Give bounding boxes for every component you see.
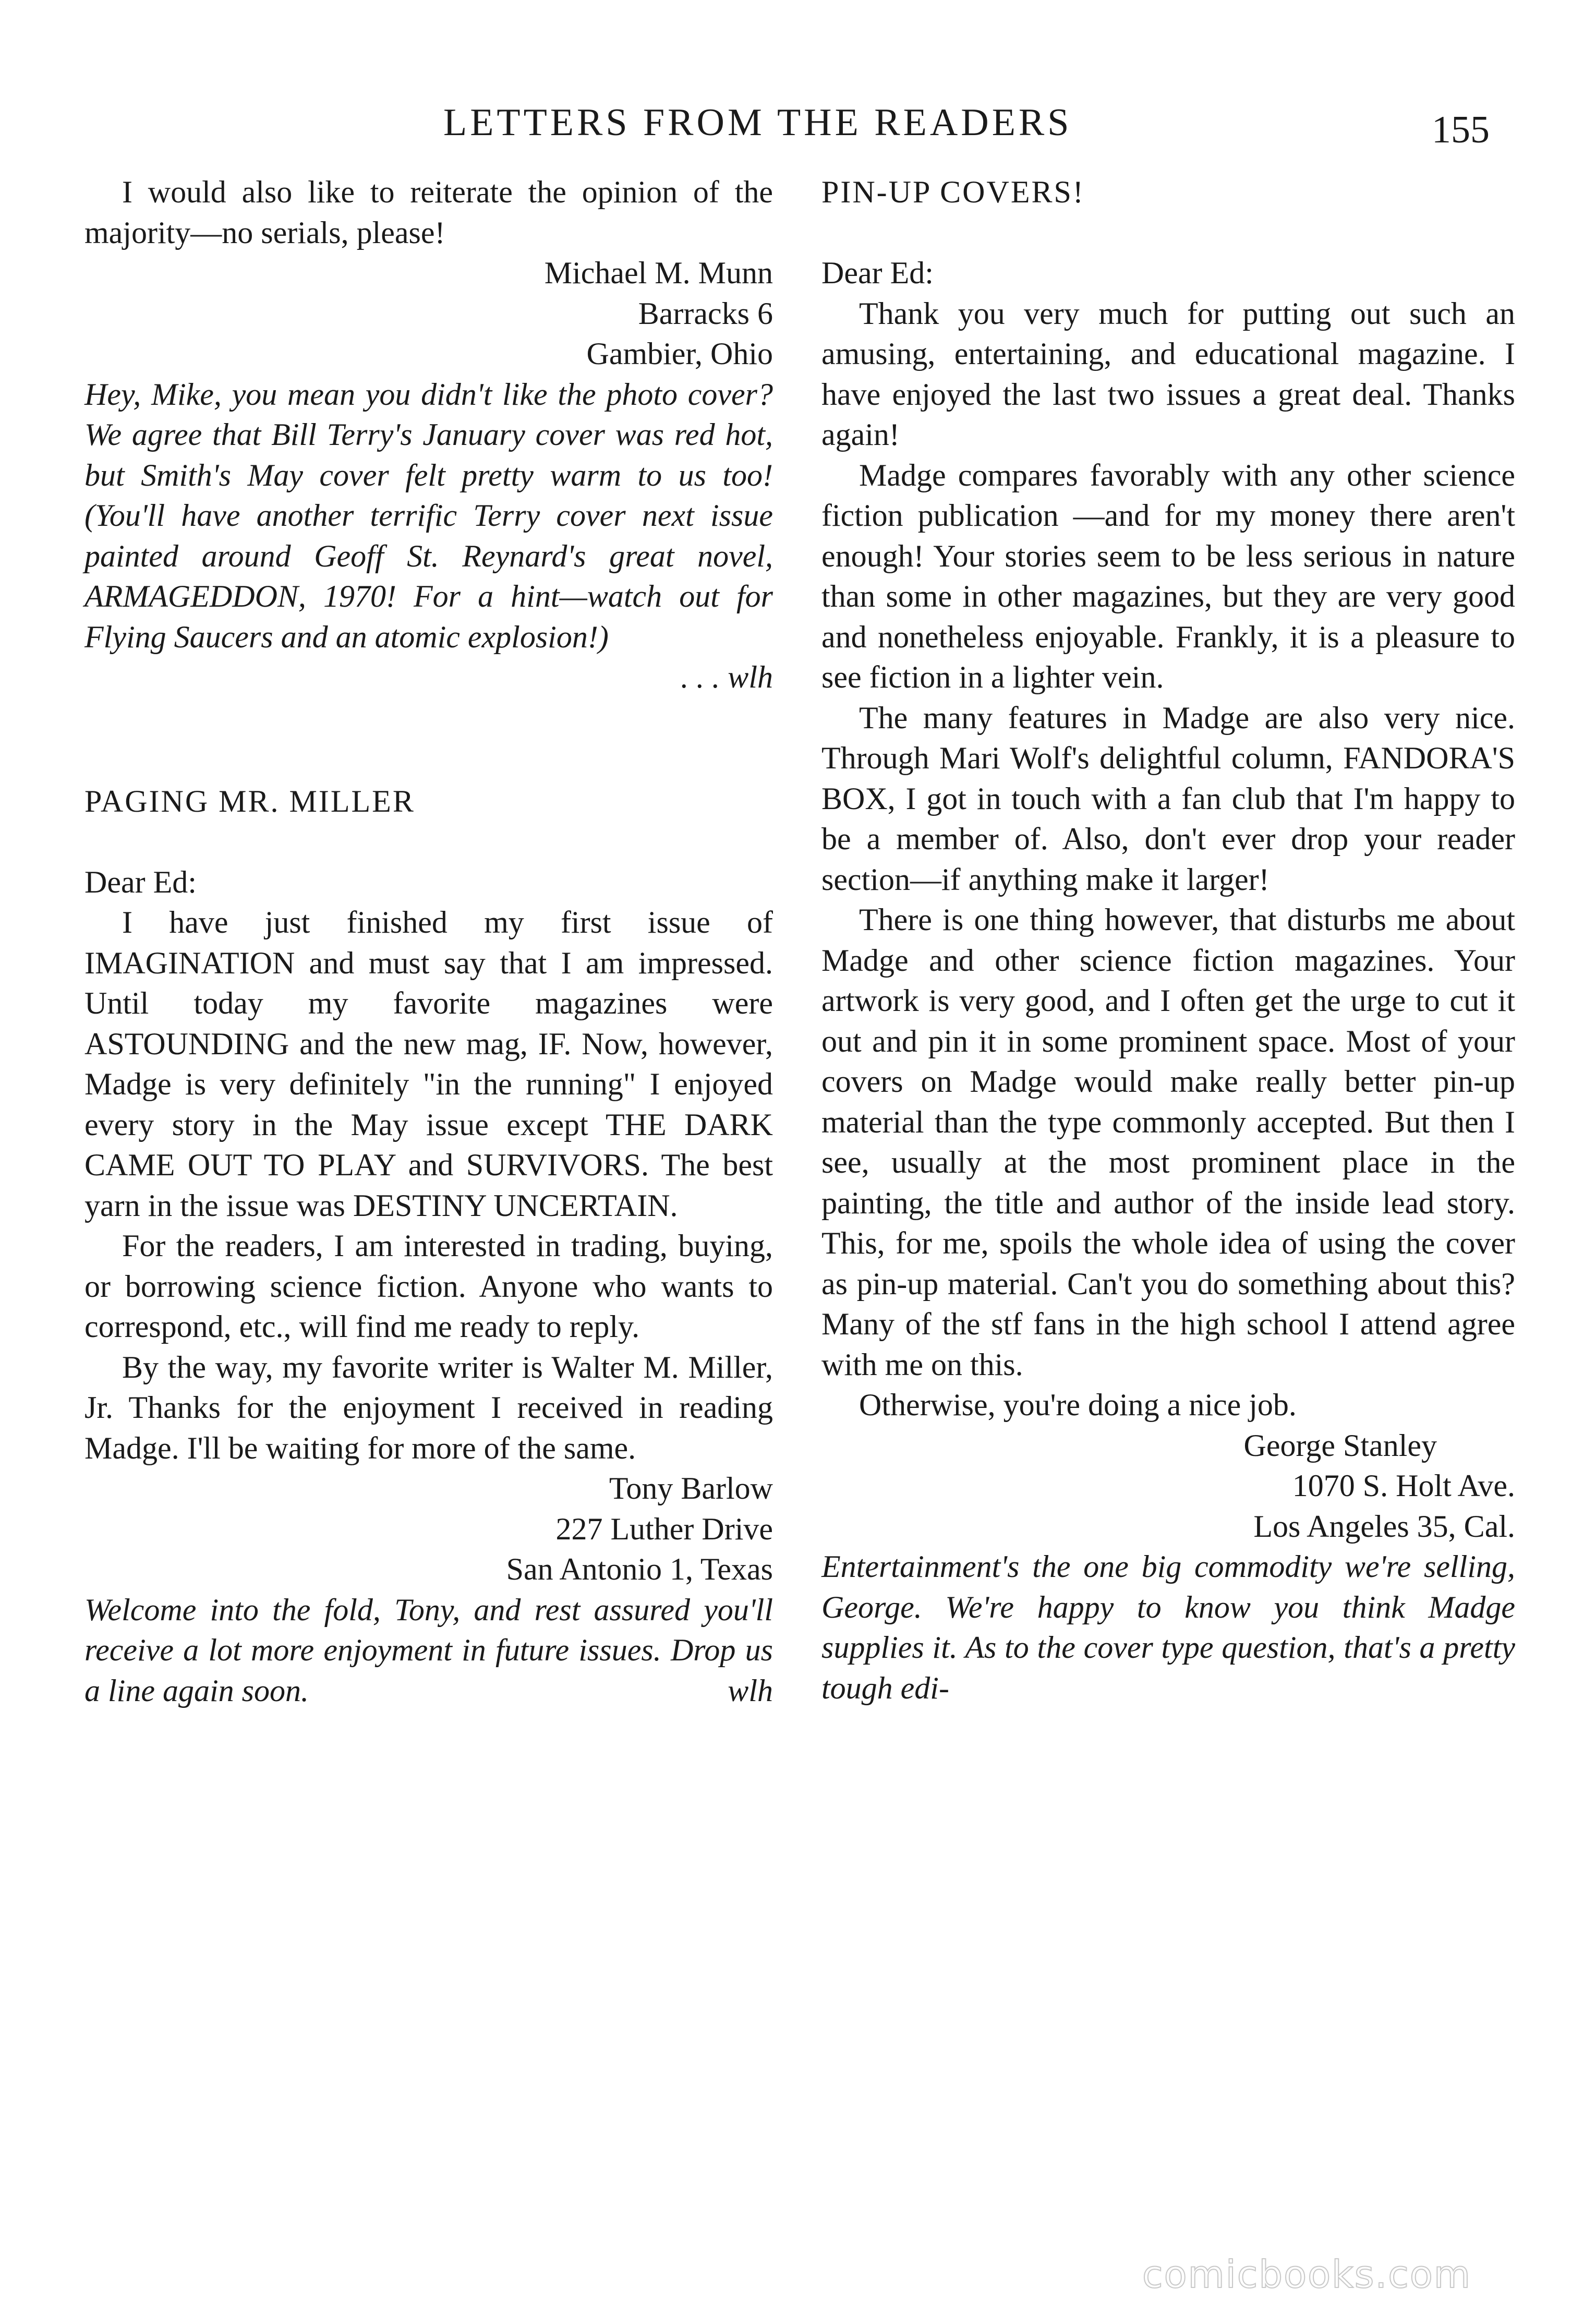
signature-city: Los Angeles 35, Cal. <box>1253 1509 1515 1544</box>
signature-name: George Stanley <box>1243 1428 1437 1463</box>
editor-reply: Welcome into the fold, Tony, and rest assured you'll receive a lot more enjoyment in future issues. Drop us a line again soon. wlh <box>84 1590 773 1712</box>
left-column <box>84 172 773 1711</box>
letter-paragraph: There is one thing however, that disturbs me about Madge and other science fiction magazines. Your artwork is very good, and I often get the urge to cut it out and pin it in some prominent space. Most of your covers on Madge would make really better pin-up material than the type commonly accepted. But then I see, usually at the most prominent place in the painting, the title and author of the inside lead story. This, for me, spoils the whole idea of using the cover as pin-up material. Can't you do something about this? Many of the stf fans in the high school I attend agree with me on this. <box>821 902 1515 1382</box>
letter-heading: PAGING MR. MILLER <box>84 784 415 818</box>
watermark: comicbooks.com <box>1142 2252 1472 2296</box>
signature-city: San Antonio 1, Texas <box>506 1552 773 1586</box>
page-header <box>0 99 1596 151</box>
letter-paragraph: Thank you very much for putting out such an amusing, entertaining, and educational magazine. I have enjoyed the last two issues a great deal. Thanks again! <box>821 296 1515 452</box>
letter-heading: PIN-UP COVERS! <box>821 175 1085 209</box>
signature-city: Gambier, Ohio <box>586 336 773 371</box>
signature-address: Barracks 6 <box>638 296 773 331</box>
letter2-signature <box>84 1468 773 1590</box>
letter-paragraph: For the readers, I am interested in trading, buying, or borrowing science fiction. Anyone who wants to correspond, etc., will find me ready to reply. <box>84 1228 773 1344</box>
letter-paragraph: Madge compares favorably with any other science fiction publication —and for my money there aren't enough! Your stories seem to be less serious in nature than some in other magazines, but they are very good and nonetheless enjoyable. Frankly, it is a pleasure to see fiction in a lighter vein. <box>821 457 1515 694</box>
editor-reply: Hey, Mike, you mean you didn't like the photo cover? We agree that Bill Terry's January cover was red hot, but Smith's May cover felt pretty warm to us too! (You'll have another terrific Terry cover next issue painted around Geoff St. Reynard's great novel, ARMAGEDDON, 1970! For a hint—watch out for Flying Saucers and an atomic explosion!) <box>84 377 773 654</box>
signature-name: Tony Barlow <box>609 1471 773 1505</box>
letter-paragraph: I have just finished my first issue of IMAGINATION and must say that I am impressed. Until today my favorite magazines were ASTOUNDING and the new mag, IF. Now, however, Madge is very definitely "in the running" I enjoyed every story in the May issue except THE DARK CAME OUT TO PLAY and SURVIVORS. The best yarn in the issue was DESTINY UNCERTAIN. <box>84 905 773 1223</box>
letter3-signature <box>821 1426 1515 1547</box>
running-head: LETTERS FROM THE READERS <box>443 101 1072 144</box>
letter-paragraph: The many features in Madge are also very nice. Through Mari Wolf's delightful column, FANDORA'S BOX, I got in touch with a fan club that I'm happy to be a member of. Also, don't ever drop your reader section—if anything make it larger! <box>821 700 1515 897</box>
letter-paragraph: Otherwise, you're doing a nice job. <box>859 1388 1297 1422</box>
letter-paragraph: By the way, my favorite writer is Walter M. Miller, Jr. Thanks for the enjoyment I received in reading Madge. I'll be waiting for more of the same. <box>84 1350 773 1465</box>
signature-name: Michael M. Munn <box>544 256 773 290</box>
salutation: Dear Ed: <box>821 256 934 290</box>
letter1-signature <box>84 253 773 375</box>
signature-address: 1070 S. Holt Ave. <box>1292 1468 1515 1503</box>
signature-address: 227 Luther Drive <box>555 1511 773 1546</box>
page-number: 155 <box>1432 109 1490 151</box>
editor-initials: . . . wlh <box>681 660 773 694</box>
editor-reply: Entertainment's the one big commodity we're selling, George. We're happy to know you think Madge supplies it. As to the cover type question, that's a pretty tough edi- <box>821 1549 1515 1705</box>
right-column <box>821 172 1515 1708</box>
editor-initials: wlh <box>728 1673 773 1708</box>
opening-paragraph: I would also like to reiterate the opinion of the majority—no serials, please! <box>84 175 773 250</box>
salutation: Dear Ed: <box>84 864 197 899</box>
